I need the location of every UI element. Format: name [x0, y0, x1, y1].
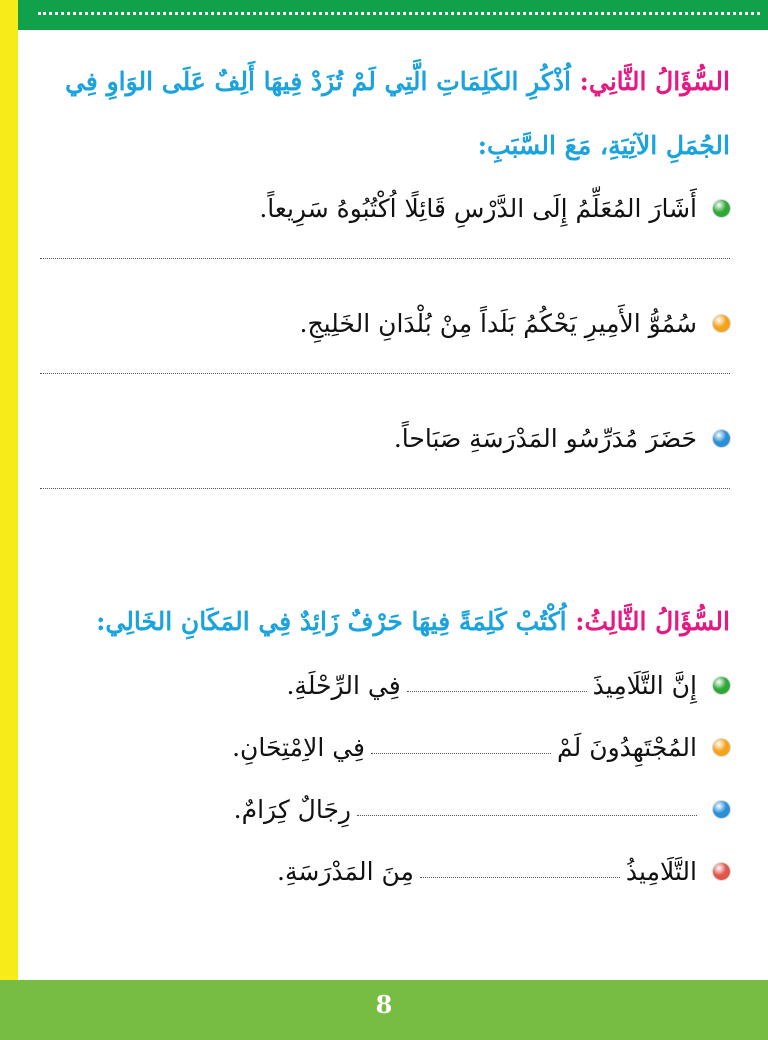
blue-bullet-icon [713, 801, 730, 818]
q3-item-2 [40, 716, 730, 778]
red-bullet-icon [713, 863, 730, 880]
q3-item-4-before: التَّلَامِيذُ [625, 856, 697, 886]
orange-bullet-icon [713, 739, 730, 756]
q3-item-2-blank[interactable] [371, 753, 551, 754]
question-3-section [40, 590, 730, 902]
q2-item-1-text: أَشَارَ المُعَلِّمُ إِلَى الدَّرْسِ قَائِلًا اُكْتُبُوهُ سَرِيعاً. [259, 193, 697, 223]
question-2-section [40, 50, 730, 523]
q3-item-2-before: المُجْتَهِدُونَ لَمْ [557, 732, 697, 762]
question-2-title [40, 50, 730, 114]
page-number: 8 [375, 990, 393, 1019]
q3-item-4-blank[interactable] [420, 877, 620, 878]
q3-item-1 [40, 654, 730, 716]
q3-item-1-after: فِي الرِّحْلَةِ. [286, 670, 401, 700]
q3-item-3-blank[interactable] [357, 815, 697, 816]
q3-item-1-before: إِنَّ التَّلَامِيذَ [592, 670, 697, 700]
question-2-title-line2: الجُمَلِ الآتِيَةِ، مَعَ السَّبَبِ: [477, 131, 730, 160]
q3-item-3-after: رِجَالٌ كِرَامٌ. [233, 794, 351, 824]
q3-item-3 [40, 778, 730, 840]
question-3-title [40, 590, 730, 654]
q3-item-2-after: فِي الاِمْتِحَانِ. [232, 732, 366, 762]
question-3-label: السُّؤَالُ الثَّالِثُ: [575, 607, 730, 636]
q3-item-1-blank[interactable] [407, 691, 587, 692]
left-margin-bar [0, 0, 18, 1040]
q3-item-4-after: مِنَ المَدْرَسَةِ. [277, 856, 414, 886]
orange-bullet-icon [713, 315, 730, 332]
q2-answer-line-3[interactable] [40, 488, 730, 489]
q2-item-3-text: حَضَرَ مُدَرِّسُو المَدْرَسَةِ صَبَاحاً. [393, 423, 697, 453]
question-3-text: اُكْتُبْ كَلِمَةً فِيهَا حَرْفٌ زَائِدٌ فِي المَكَانِ الخَالِي: [96, 607, 567, 636]
green-bullet-icon [713, 677, 730, 694]
q2-item-2-text: سُمُوُّ الأَمِيرِ يَحْكُمُ بَلَداً مِنْ بُلْدَانِ الخَلِيجِ. [299, 308, 697, 338]
q3-item-4 [40, 840, 730, 902]
top-header-band [18, 0, 768, 30]
q2-answer-line-1[interactable] [40, 258, 730, 259]
q2-item-1 [40, 178, 730, 238]
blue-bullet-icon [713, 430, 730, 447]
q2-item-3 [40, 408, 730, 468]
question-2-label: السُّؤَالُ الثَّانِي: [579, 67, 730, 96]
green-bullet-icon [713, 200, 730, 217]
question-2-text: اُذْكُرِ الكَلِمَاتِ الَّتِي لَمْ تُزَدْ فِيهَا أَلِفٌ عَلَى الوَاوِ فِي [65, 67, 571, 96]
header-dotted-line [38, 12, 760, 15]
q2-item-2 [40, 293, 730, 353]
q2-answer-line-2[interactable] [40, 373, 730, 374]
